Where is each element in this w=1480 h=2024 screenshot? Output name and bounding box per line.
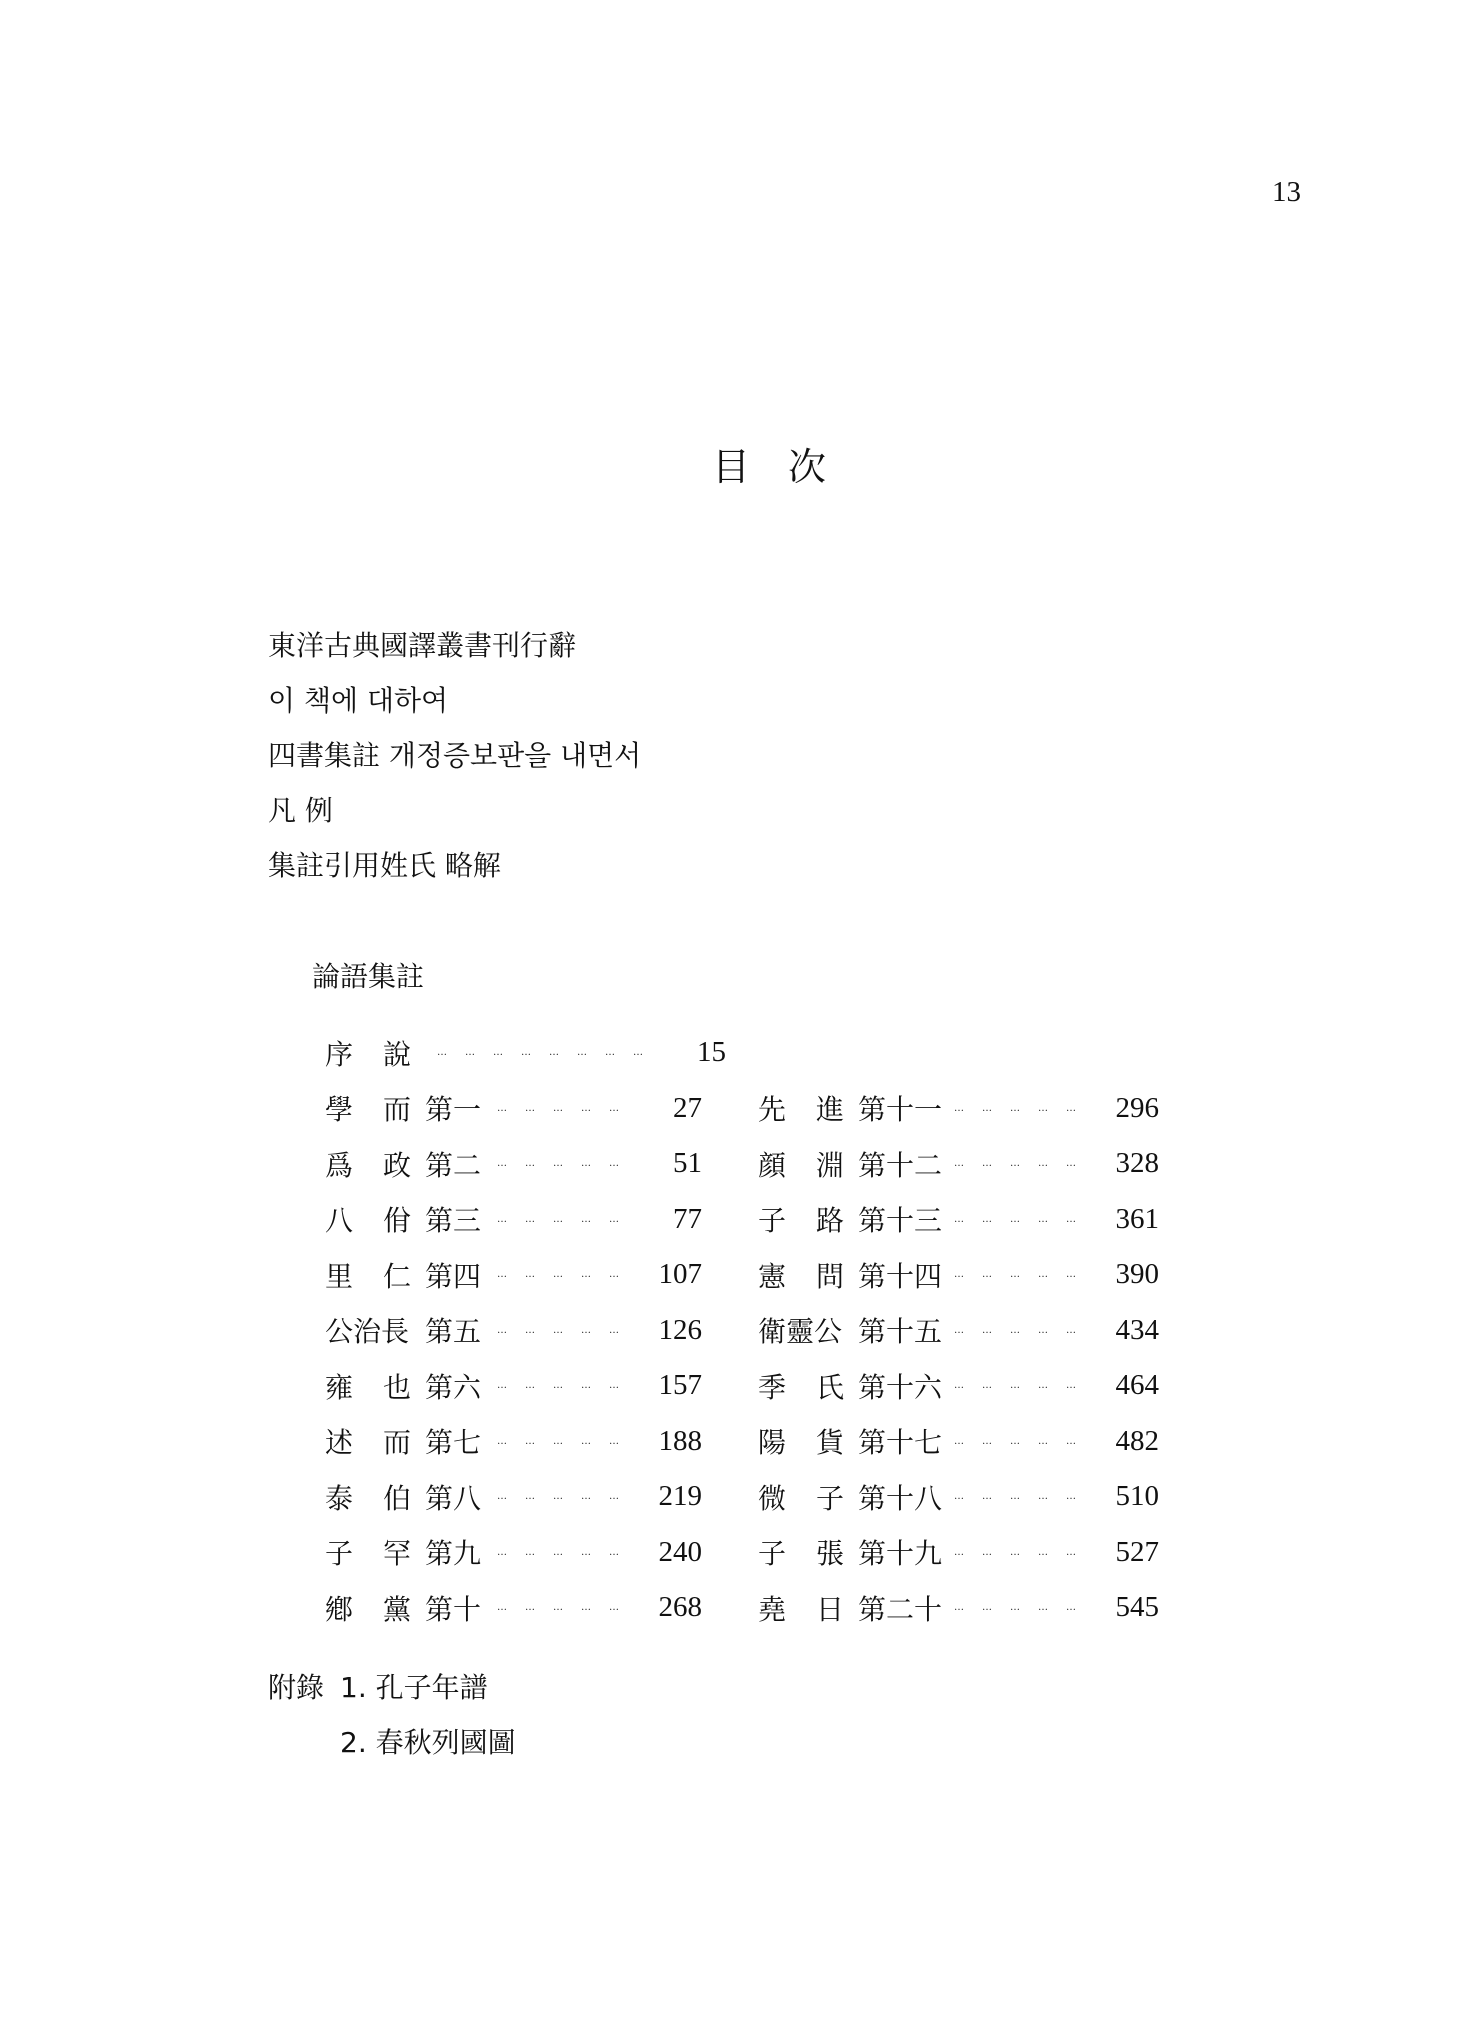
chapter-name [325, 1199, 485, 1239]
chapter-name-part: 述 [325, 1426, 354, 1460]
chapter-name-part: 第一 [425, 1093, 482, 1127]
chapter-name-part: 貨 [816, 1426, 845, 1460]
chapter-name-part: 微 [758, 1481, 787, 1515]
chapter-name-part: 第五 [425, 1315, 482, 1349]
chapter-name-part: 黨 [383, 1592, 412, 1626]
leader-dots: …………… [497, 1602, 637, 1614]
page-ref: 268 [658, 1591, 702, 1624]
chapter-name-part: 說 [383, 1037, 412, 1071]
toc-entry[interactable] [325, 1081, 726, 1137]
toc-entry[interactable] [758, 1358, 1159, 1414]
toc-entry[interactable] [758, 1414, 1159, 1470]
page-ref: 545 [1115, 1591, 1160, 1624]
page-ref: 240 [658, 1535, 702, 1568]
chapter-name-part: 政 [383, 1148, 412, 1182]
chapter-name-part: 第六 [425, 1370, 482, 1404]
toc-entry[interactable] [325, 1247, 726, 1303]
chapter-name [758, 1532, 942, 1572]
chapter-name-part: 第十一 [858, 1093, 943, 1127]
page-ref: 296 [1115, 1091, 1160, 1124]
chapter-name-part: 第九 [425, 1537, 482, 1571]
chapter-name-part: 第四 [425, 1259, 482, 1293]
leader-dots: …………………… [437, 1047, 661, 1059]
chapter-name [325, 1033, 425, 1073]
leader-dots: …………… [497, 1102, 637, 1114]
toc-entry[interactable] [325, 1136, 726, 1192]
chapter-name-part: 也 [383, 1370, 412, 1404]
chapter-name [758, 1088, 942, 1128]
toc-entry[interactable] [325, 1358, 726, 1414]
appendix-item: 1. 孔子年譜 [340, 1671, 488, 1704]
toc-entry[interactable] [758, 1469, 1159, 1525]
front-matter-item: 東洋古典國譯叢書刊行辭 [268, 629, 577, 662]
chapter-name-part: 顔 [758, 1148, 787, 1182]
chapter-name-part: 而 [383, 1426, 412, 1460]
chapter-name [758, 1310, 942, 1350]
chapter-name-part: 雍 [325, 1370, 354, 1404]
chapter-name-part: 日 [816, 1592, 845, 1626]
chapter-name-part: 伯 [383, 1481, 412, 1515]
toc-entry[interactable] [325, 1525, 726, 1581]
toc-entry[interactable] [325, 1414, 726, 1470]
chapter-name-part: 憲 [758, 1259, 787, 1293]
chapter-name [325, 1588, 485, 1628]
chapter-name-part: 進 [816, 1093, 845, 1127]
chapter-name-part: 而 [383, 1093, 412, 1127]
leader-dots: …………… [954, 1380, 1095, 1392]
chapter-name-part: 衛靈公 [758, 1315, 843, 1349]
chapter-name-part: 先 [758, 1093, 787, 1127]
leader-dots: …………… [954, 1158, 1095, 1170]
leader-dots: …………… [497, 1380, 637, 1392]
leader-dots: …………… [954, 1269, 1095, 1281]
leader-dots: …………… [497, 1546, 637, 1558]
chapter-name-part: 路 [816, 1204, 845, 1238]
page-ref: 27 [673, 1091, 702, 1124]
chapter-name-part: 八 [325, 1204, 354, 1238]
chapter-name-part: 第十八 [858, 1481, 943, 1515]
chapter-name-part: 泰 [325, 1481, 354, 1515]
spacer [758, 1025, 1159, 1081]
toc-entry[interactable] [758, 1247, 1159, 1303]
toc-entry[interactable] [325, 1025, 726, 1081]
chapter-name-part: 子 [758, 1537, 787, 1571]
chapter-name [325, 1310, 485, 1350]
toc-entry[interactable] [325, 1303, 726, 1359]
leader-dots: …………… [954, 1491, 1095, 1503]
leader-dots: …………… [954, 1602, 1095, 1614]
chapter-name-part: 第二十 [858, 1592, 943, 1626]
toc-entry[interactable] [325, 1469, 726, 1525]
toc-entry[interactable] [325, 1580, 726, 1636]
chapter-name-part: 氏 [816, 1370, 845, 1404]
front-matter-item: 集註引用姓氏 略解 [268, 849, 501, 882]
leader-dots: …………… [497, 1158, 637, 1170]
leader-dots: …………… [954, 1213, 1095, 1225]
toc-entry[interactable] [758, 1303, 1159, 1359]
chapter-name-part: 仁 [383, 1259, 412, 1293]
toc-right-column [758, 1025, 1159, 1636]
page-ref: 51 [673, 1147, 702, 1180]
chapter-name [325, 1255, 485, 1295]
page-ref: 390 [1115, 1258, 1160, 1291]
toc-entry[interactable] [758, 1136, 1159, 1192]
front-matter-item: 凡 例 [268, 794, 333, 827]
chapter-name-part: 子 [758, 1204, 787, 1238]
page-ref: 157 [658, 1369, 702, 1402]
page-ref: 219 [658, 1480, 702, 1513]
page-title: 目次 [712, 445, 865, 489]
page-ref: 464 [1115, 1369, 1160, 1402]
leader-dots: …………… [497, 1435, 637, 1447]
toc-left-column [325, 1025, 726, 1636]
chapter-name [325, 1088, 485, 1128]
leader-dots: …………… [954, 1546, 1095, 1558]
chapter-name-part: 里 [325, 1259, 354, 1293]
chapter-name [325, 1477, 485, 1517]
chapter-name-part: 第十七 [858, 1426, 943, 1460]
chapter-name-part: 子 [816, 1481, 845, 1515]
leader-dots: …………… [954, 1102, 1095, 1114]
toc-entry[interactable] [758, 1081, 1159, 1137]
chapter-name [325, 1421, 485, 1461]
chapter-name-part: 淵 [816, 1148, 845, 1182]
chapter-name-part: 第十四 [858, 1259, 943, 1293]
toc-entry[interactable] [758, 1525, 1159, 1581]
chapter-name-part: 爲 [325, 1148, 354, 1182]
chapter-name [758, 1199, 942, 1239]
page-number: 13 [1272, 176, 1301, 208]
chapter-name [758, 1366, 942, 1406]
page-ref: 482 [1115, 1424, 1160, 1457]
chapter-name-part: 第十九 [858, 1537, 943, 1571]
chapter-name-part: 子 [325, 1537, 354, 1571]
chapter-name-part: 公治長 [325, 1315, 410, 1349]
leader-dots: …………… [497, 1269, 637, 1281]
chapter-name [758, 1144, 942, 1184]
chapter-name-part: 鄕 [325, 1592, 354, 1626]
chapter-name-part: 第二 [425, 1148, 482, 1182]
chapter-name [325, 1144, 485, 1184]
leader-dots: …………… [497, 1491, 637, 1503]
leader-dots: …………… [497, 1213, 637, 1225]
chapter-name-part: 陽 [758, 1426, 787, 1460]
appendix-label: 附錄 [268, 1671, 325, 1704]
chapter-name-part: 第三 [425, 1204, 482, 1238]
chapter-name-part: 第十二 [858, 1148, 943, 1182]
page-ref: 361 [1115, 1202, 1160, 1235]
front-matter-item: 이 책에 대하여 [268, 684, 449, 717]
page-ref: 126 [658, 1313, 702, 1346]
chapter-name-part: 第十 [425, 1592, 482, 1626]
appendix-item: 2. 春秋列國圖 [340, 1726, 516, 1759]
chapter-name [325, 1532, 485, 1572]
chapter-name-part: 季 [758, 1370, 787, 1404]
leader-dots: …………… [954, 1435, 1095, 1447]
chapter-name [758, 1588, 942, 1628]
chapter-name-part: 第七 [425, 1426, 482, 1460]
toc-entry[interactable] [325, 1192, 726, 1248]
chapter-name-part: 序 [325, 1037, 354, 1071]
chapter-name-part: 張 [816, 1537, 845, 1571]
toc-entry[interactable] [758, 1580, 1159, 1636]
toc-entry[interactable] [758, 1192, 1159, 1248]
leader-dots: …………… [954, 1324, 1095, 1336]
page-ref: 510 [1115, 1480, 1160, 1513]
chapter-name [325, 1366, 485, 1406]
page-ref: 434 [1115, 1313, 1160, 1346]
page-ref: 77 [673, 1202, 702, 1235]
chapter-name-part: 問 [816, 1259, 845, 1293]
chapter-name [758, 1255, 942, 1295]
front-matter-item: 四書集註 개정증보판을 내면서 [268, 739, 642, 772]
page-ref: 188 [658, 1424, 702, 1457]
chapter-name-part: 第八 [425, 1481, 482, 1515]
chapter-name-part: 堯 [758, 1592, 787, 1626]
page-ref: 107 [658, 1258, 702, 1291]
chapter-name-part: 第十六 [858, 1370, 943, 1404]
page-ref: 15 [697, 1036, 726, 1069]
chapter-name-part: 第十三 [858, 1204, 943, 1238]
page-ref: 527 [1115, 1535, 1160, 1568]
page-ref: 328 [1115, 1147, 1160, 1180]
chapter-name-part: 學 [325, 1093, 354, 1127]
section-title: 論語集註 [312, 960, 425, 993]
chapter-name [758, 1421, 942, 1461]
chapter-name-part: 第十五 [858, 1315, 943, 1349]
chapter-name-part: 罕 [383, 1537, 412, 1571]
leader-dots: …………… [497, 1324, 637, 1336]
chapter-name-part: 佾 [383, 1204, 412, 1238]
chapter-name [758, 1477, 942, 1517]
